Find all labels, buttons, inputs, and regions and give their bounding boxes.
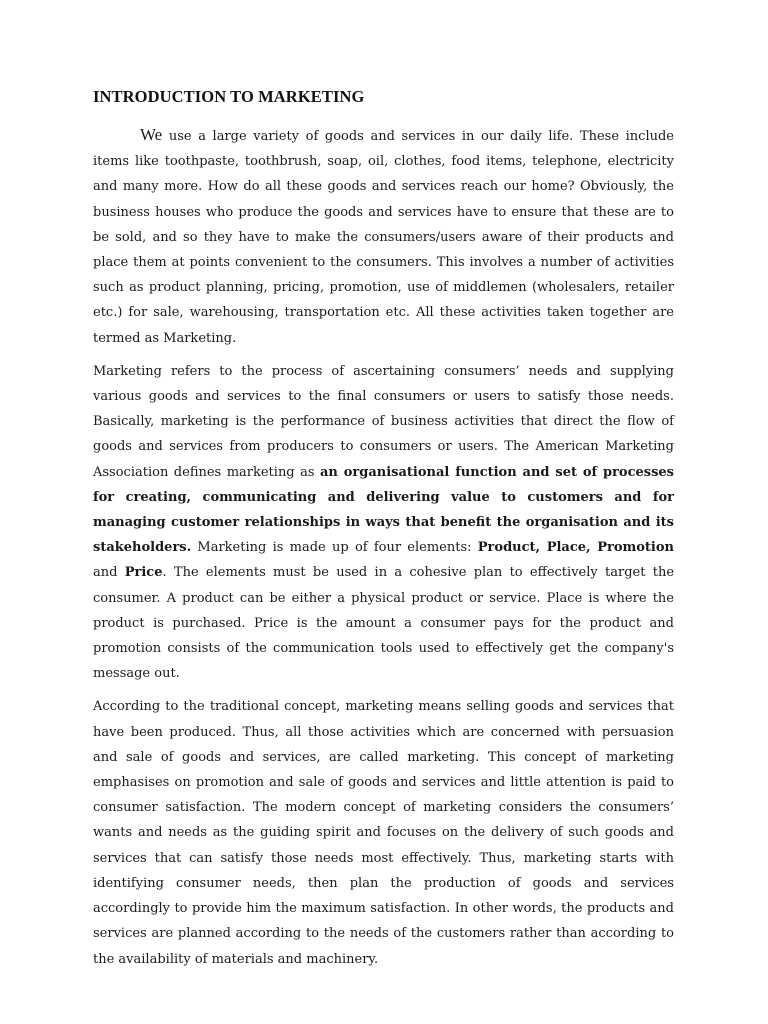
paragraph-definition-text-3: and xyxy=(93,565,125,581)
document-body xyxy=(93,87,674,980)
paragraph-intro xyxy=(93,122,674,351)
paragraph-definition xyxy=(93,359,674,687)
paragraph-definition-text-2: Marketing is made up of four elements: xyxy=(191,540,478,556)
document-title: INTRODUCTION TO MARKETING xyxy=(93,87,365,106)
price-element-bold: Price xyxy=(124,565,163,581)
paragraph-definition-text-4: . The elements must be used in a cohesive plan to effectively target the consumer. A product can be either a physical product or service. Place is where the product is purchased. Price is the amount a consumer pays for the product and promotion consists of the communication tools used to effectively get the company's message out. xyxy=(93,565,675,682)
paragraph-concepts: According to the traditional concept, marketing means selling goods and services that have been produced. Thus, all those activities which are concerned with persuasion and sale of goods and services, are called marketing. This concept of marketing emphasises on promotion and sale of goods and services and little attention is paid to consumer satisfaction. The modern concept of marketing considers the consumers’ wants and needs as the guiding spirit and focuses on the delivery of such goods and services that can satisfy those needs most effectively. Thus, marketing starts with identifying consumer needs, then plan the production of goods and services accordingly to provide him the maximum satisfaction. In other words, the products and services are planned according to the needs of the customers rather than according to the availability of materials and machinery. xyxy=(93,699,674,967)
ama-definition: an organisational function and set of processes for creating, communicating and delivering value to customers and for managing customer relationships in ways that benefit the organisation and its stakeholders. xyxy=(93,464,674,556)
marketing-elements-bold: Product, Place, Promotion xyxy=(477,540,674,556)
paragraph-intro-lead-word: We xyxy=(140,125,163,144)
paragraph-intro-text: use a large variety of goods and services in our daily life. These include items like toothpaste, toothbrush, soap, oil, clothes, food items, telephone, electricity and many more. How do all these goods and services reach our home? Obviously, the business houses who produce the goods and services have to ensure that these are to be sold, and so they have to make the consumers/users aware of their products and place them at points convenient to the consumers. This involves a number of activities such as product planning, pricing, promotion, use of middlemen (wholesalers, retailer etc.) for sale, warehousing, transportation etc. All these activities taken together are termed as Marketing. xyxy=(93,129,674,346)
paragraph-definition-text-1: Marketing refers to the process of ascertaining consumers’ needs and supplying various goods and services to the final consumers or users to satisfy those needs. Basically, marketing is the performance of business activities that direct the flow of goods and services from producers to consumers or users. The American Marketing Association defines marketing as xyxy=(93,363,674,480)
